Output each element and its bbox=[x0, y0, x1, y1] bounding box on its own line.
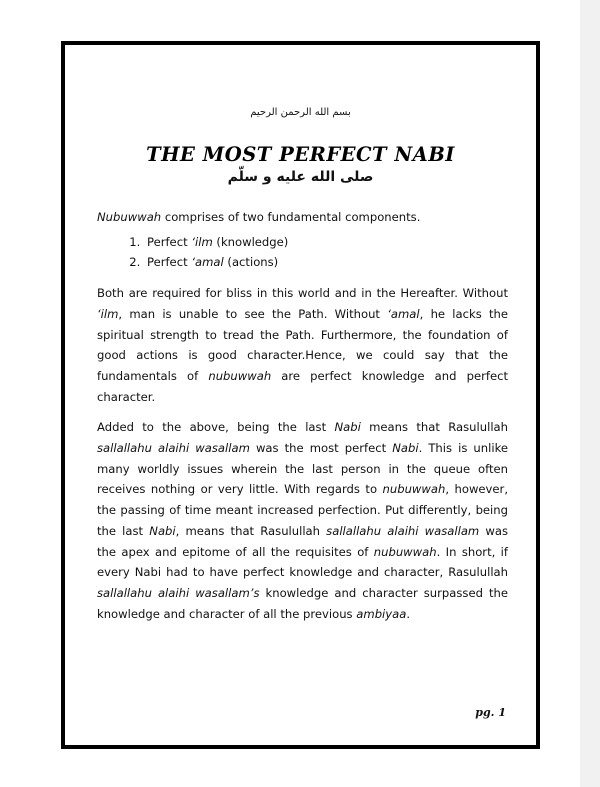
italic-term: ambiyaa bbox=[356, 606, 407, 621]
paragraph-last-nabi bbox=[97, 417, 508, 624]
list-item-prefix: Perfect bbox=[147, 234, 192, 249]
italic-term: nubuwwah bbox=[373, 544, 437, 559]
italic-term: sallallahu alaihi wasallam bbox=[97, 441, 250, 456]
list-item-suffix: (actions) bbox=[223, 255, 279, 270]
text-span: are perfect knowledge and perfect character. bbox=[97, 368, 508, 404]
text-span: , he lacks the spiritual strength to tread the Path. Furthermore, the foundation of good actions is good character.Hence, we could say that the fundamentals of bbox=[97, 306, 509, 383]
text-span: , however, the passing of time meant increased perfection. Put differently, being the last bbox=[97, 482, 508, 538]
list-item-suffix: (knowledge) bbox=[212, 234, 289, 249]
text-span: . In short, if every Nabi had to have perfect knowledge and character, Rasulullah bbox=[97, 544, 508, 580]
text-span: , means that Rasulullah bbox=[175, 523, 327, 538]
text-span: means that Rasulullah bbox=[360, 420, 508, 435]
italic-term: sallallahu alaihi wasallam bbox=[326, 523, 480, 538]
italic-term: ‘ilm bbox=[97, 306, 119, 321]
list-item-term: ‘amal bbox=[191, 255, 224, 270]
text-span: . This is unlike many worldly issues wherein the last person in the queue often receives nothing or very little. With regards to bbox=[97, 441, 509, 497]
body-content bbox=[97, 207, 508, 624]
italic-term: Nabi bbox=[334, 420, 361, 435]
text-span: knowledge and character surpassed the knowledge and character of all the previous bbox=[97, 585, 508, 621]
text-span: was the apex and epitome of all the requisites of bbox=[97, 523, 509, 559]
italic-term: Nabi bbox=[392, 441, 419, 456]
text-span: Both are required for bliss in this world and in the Hereafter. Without bbox=[97, 286, 508, 301]
components-list bbox=[97, 232, 508, 273]
bismillah-heading: بسم الله الرحمن الرحيم bbox=[250, 107, 351, 118]
viewer-margin-strip bbox=[580, 0, 600, 787]
list-item-term: ‘ilm bbox=[191, 234, 213, 249]
intro-paragraph bbox=[97, 207, 508, 228]
italic-term: nubuwwah bbox=[208, 368, 272, 383]
italic-term: ‘amal bbox=[387, 306, 420, 321]
intro-text: comprises of two fundamental components. bbox=[161, 210, 421, 224]
italic-term: nubuwwah bbox=[382, 482, 446, 497]
italic-term: sallallahu alaihi wasallam’s bbox=[97, 585, 260, 600]
list-item bbox=[144, 252, 508, 273]
italic-term: Nabi bbox=[149, 523, 176, 538]
paragraph-bliss bbox=[97, 283, 508, 407]
text-span: . bbox=[406, 606, 411, 621]
document-page bbox=[61, 41, 540, 749]
intro-term: Nubuwwah bbox=[97, 210, 162, 224]
page-number: pg. 1 bbox=[475, 706, 506, 719]
page-title: THE MOST PERFECT NABI bbox=[146, 143, 455, 166]
salutation-arabic: صلى الله عليه و سلّم bbox=[227, 169, 374, 185]
text-span: Added to the above, being the last bbox=[97, 420, 335, 435]
text-span: was the most perfect bbox=[249, 441, 393, 456]
list-item-prefix: Perfect bbox=[147, 255, 192, 270]
text-span: , man is unable to see the Path. Without bbox=[118, 306, 388, 321]
list-item bbox=[144, 232, 508, 253]
